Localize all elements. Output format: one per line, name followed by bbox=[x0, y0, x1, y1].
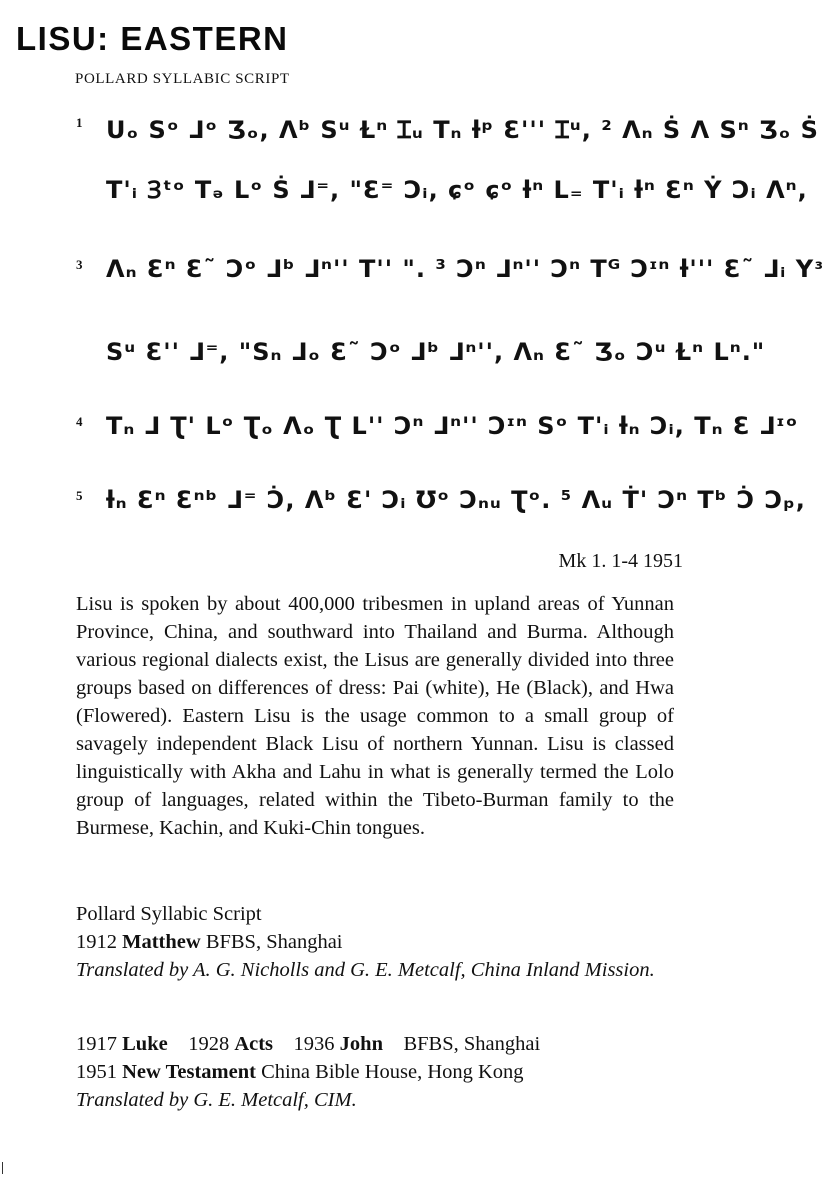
edition-book: Acts bbox=[234, 1033, 274, 1055]
script-heading: Pollard Syllabic Script bbox=[76, 903, 262, 925]
script-line bbox=[76, 412, 799, 456]
edition-year: 1936 bbox=[293, 1033, 335, 1055]
translator-credit: Translated by G. E. Metcalf, CIM. bbox=[76, 1089, 357, 1111]
translator-credit: Translated by A. G. Nicholls and G. E. Metcalf, China Inland Mission. bbox=[76, 959, 655, 981]
script-text: ƚₙ Ɛⁿ Ɛⁿᵇ ⅃⁼ Ɔ̇, ᐱᵇ Ɛ' Ɔᵢ Ʊᵒ Ɔₙᵤ Ʈᵒ. ⁵ ᐱᵤ Ṫ' Ɔⁿ Tᵇ Ɔ̇ Ɔₚ, bbox=[106, 486, 806, 514]
verse-number: 5 bbox=[76, 488, 83, 503]
script-text: Sᵘ Ɛ'' ⅃⁼, "Sₙ ⅃ₒ Ɛ˜ Ɔᵒ ⅃ᵇ ⅃ⁿ'', ᐱₙ Ɛ˜ Ʒₒ Ɔᵘ Ɫⁿ Lⁿ." bbox=[106, 338, 766, 366]
script-text: ᑌₒ Sᵒ ⅃ᵒ Ʒₒ, ᐱᵇ Sᵘ Ɫⁿ Ɪᵤ Tₙ ƚᵖ Ɛ''' Ɪᵘ, ² ᐱₙ Ṡ ᐱ Sⁿ Ʒₒ Ṡ bbox=[106, 116, 819, 144]
scripture-citation: Mk 1. 1-4 1951 bbox=[558, 550, 683, 572]
page-edge-mark bbox=[2, 1162, 3, 1174]
edition-year: 1928 bbox=[188, 1033, 230, 1055]
edition-year: 1917 bbox=[76, 1033, 117, 1055]
edition-book: John bbox=[339, 1033, 383, 1055]
editions-block bbox=[76, 900, 676, 984]
verse-number: 3 bbox=[76, 257, 83, 272]
script-line bbox=[76, 113, 819, 157]
script-line bbox=[76, 255, 824, 299]
edition-book: Luke bbox=[122, 1033, 168, 1055]
edition-year: 1951 bbox=[76, 1061, 117, 1083]
edition-book: Matthew bbox=[122, 931, 201, 953]
script-text: T'ᵢ Ɜᵗᵒ Tₔ Lᵒ Ṡ ⅃⁼, "Ɛ⁼ Ɔᵢ, ɕᵒ ɕᵒ ƚⁿ L₌ T'ᵢ ƚⁿ Ɛⁿ Ẏ Ɔᵢ ᐱⁿ, bbox=[106, 176, 808, 204]
script-text: Tₙ ⅃ Ʈ' Lᵒ Ʈₒ ᐱₒ Ʈ L'' Ɔⁿ ⅃ⁿ'' Ɔᶦⁿ Sᵒ T'ᵢ ƚₙ Ɔᵢ, Tₙ Ɛ ⅃ᶦᵒ bbox=[106, 412, 799, 440]
edition-publisher: BFBS, Shanghai bbox=[403, 1033, 541, 1055]
edition-book: New Testament bbox=[122, 1061, 256, 1083]
edition-publisher: BFBS, Shanghai bbox=[205, 931, 343, 953]
page-title: LISU: EASTERN bbox=[16, 20, 289, 57]
verse-number: 1 bbox=[76, 115, 83, 130]
script-line bbox=[76, 338, 766, 382]
page-subtitle: POLLARD SYLLABIC SCRIPT bbox=[75, 71, 290, 87]
editions-block bbox=[76, 1030, 676, 1114]
edition-publisher: China Bible House, Hong Kong bbox=[261, 1061, 524, 1083]
verse-number: 4 bbox=[76, 414, 83, 429]
script-text: ᐱₙ Ɛⁿ Ɛ˜ Ɔᵒ ⅃ᵇ ⅃ⁿ'' T'' ". ³ Ɔⁿ ⅃ⁿ'' Ɔⁿ Tᴳ Ɔᶦⁿ ƚ''' Ɛ˜ ⅃ᵢ Yᶟ bbox=[106, 255, 824, 283]
script-line bbox=[76, 173, 808, 217]
language-description: Lisu is spoken by about 400,000 tribesmen in upland areas of Yunnan Province, China, and southward into Thailand and Burma. Although various regional dialects exist, the Lisus are generally divided into three groups based on differences of dress: Pai (white), He (Black), and Hwa (Flowered). Eastern Lisu is the usage common to a small group of savagely independent Black Lisu of northern Yunnan. Lisu is classed linguistically with Akha and Lahu in what is generally termed the Lolo group of languages, related within the Tibeto-Burman family to the Burmese, Kachin, and Kuki-Chin tongues. bbox=[76, 593, 674, 839]
script-line bbox=[76, 486, 806, 530]
edition-year: 1912 bbox=[76, 931, 117, 953]
